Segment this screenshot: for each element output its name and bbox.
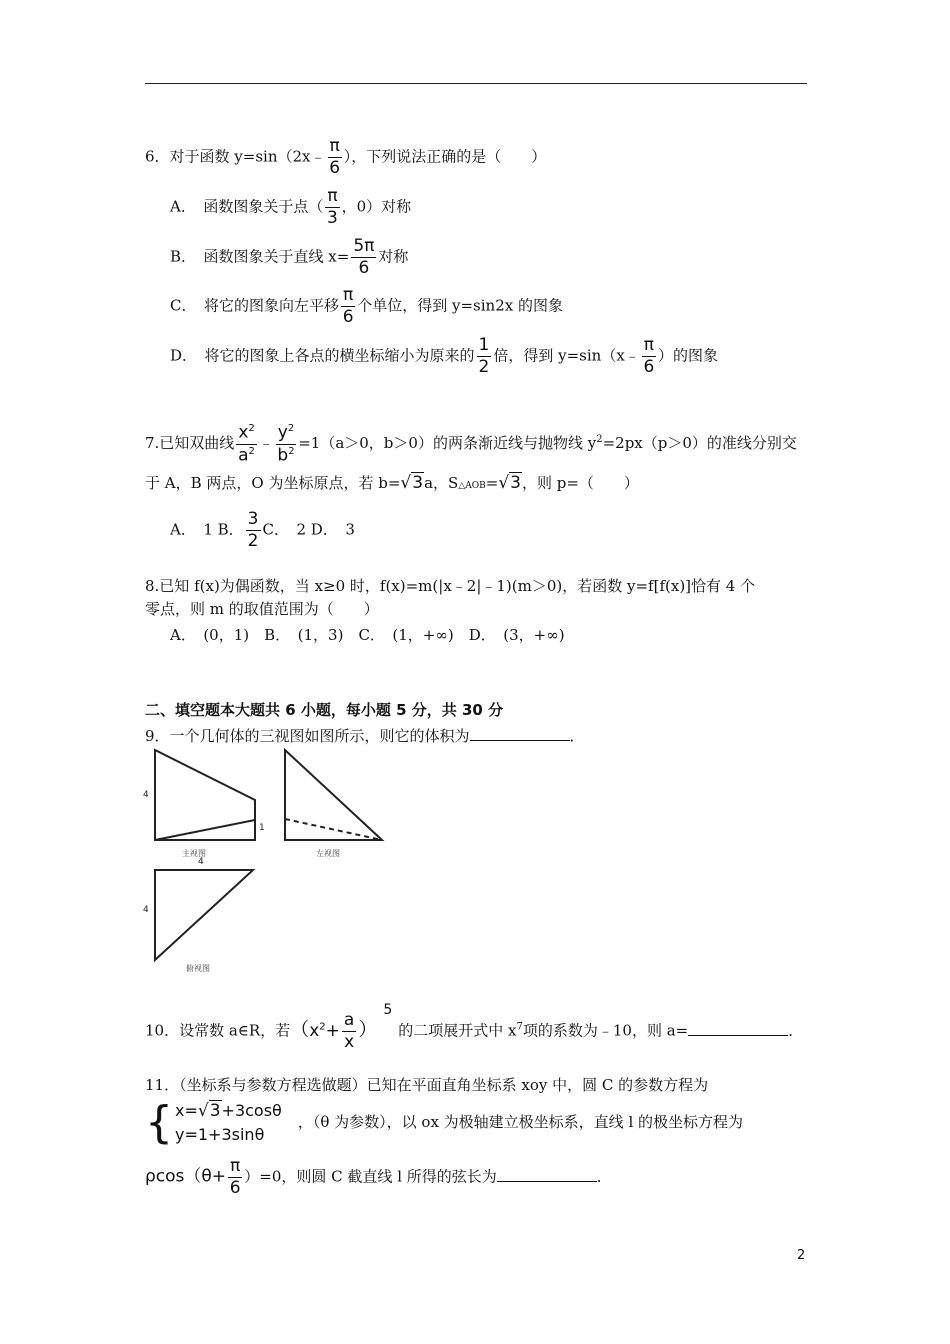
q11-line3: ρcos（θ+ $\frac{\pi}{6}$ ）=0，则圆 C 截直线 l 所得的弦长为 ． bbox=[145, 1156, 612, 1198]
main-view-label: 主视图 bbox=[182, 849, 206, 858]
q7-options: A． 1 B． $\frac{3}{2}$ C． 2 D． 3 bbox=[170, 509, 355, 551]
page-number: 2 bbox=[797, 1248, 806, 1263]
q6-option-d: D． 将它的图象上各点的横坐标缩小为原来的 $\frac{1}{2}$ 倍，得到 y=sin（x﹣ $\frac{\pi}{6}$ ）的图象 bbox=[170, 335, 719, 377]
header-rule bbox=[145, 83, 807, 84]
section-title: 二、填空题本大题共 6 小题，每小题 5 分，共 30 分 bbox=[145, 701, 504, 719]
answer-blank bbox=[688, 1021, 788, 1036]
main-view-height: 4 bbox=[143, 790, 149, 800]
q11-line1: 11．（坐标系与参数方程选做题）已知在平面直角坐标系 xoy 中，圆 C 的参数方程为 bbox=[145, 1076, 709, 1094]
q10-stem: 10．设常数 a∈R，若（$x^2+$ $\frac{a}{x}$ ）5的二项展开式中 $x^7$项的系数为﹣10，则 a= ． bbox=[145, 1001, 804, 1052]
top-view-height: 4 bbox=[143, 905, 149, 915]
q6-option-c: C． 将它的图象向左平移 $\frac{\pi}{6}$ 个单位，得到 y=sin2x 的图象 bbox=[170, 285, 563, 327]
q8-line2: 零点，则 m 的取值范围为（ ） bbox=[145, 600, 379, 618]
main-view-figure bbox=[150, 745, 270, 855]
q8-options: A． (0，1) B． (1，3) C． (1，+∞) D． (3，+∞) bbox=[170, 626, 565, 644]
q11-line2: { x=√3+3cosθ y=1+3sinθ ，（θ 为参数），以 ox 为极轴建立极坐标系，直线 l 的极坐标方程为 bbox=[145, 1097, 744, 1148]
q7-line2: 于 A，B 两点，O 为坐标原点，若 b=√3a，S△AOB=√3，则 p=（ ） bbox=[145, 473, 639, 493]
left-view-figure bbox=[280, 745, 390, 850]
main-view-small-height: 1 bbox=[259, 823, 265, 833]
fraction-pi-6: $\frac{\pi}{6}$ bbox=[329, 136, 341, 178]
q8-line1: 8.已知 f(x)为偶函数，当 x≥0 时，f(x)=m(|x﹣2|﹣1)(m＞0)，若函数 y=f[f(x)]恰有 4 个 bbox=[145, 577, 756, 595]
top-view-label: 俯视图 bbox=[186, 964, 210, 973]
answer-blank bbox=[470, 726, 570, 741]
parametric-system: { x=√3+3cosθ y=1+3sinθ bbox=[145, 1097, 282, 1148]
main-view-width: 4 bbox=[198, 857, 204, 867]
q7-line1: 7.已知双曲线 $\frac{x^2}{a^2}$ ﹣ $\frac{y^2}{b^2}$ =1（a＞0，b＞0）的两条渐近线与抛物线 $y^2=2px(p>0)$的准线分别交 bbox=[145, 422, 797, 466]
q9-stem: 9．一个几何体的三视图如图所示，则它的体积为 ． bbox=[145, 727, 585, 745]
q6-option-b: B． 函数图象关于直线 x= $\frac{5\pi}{6}$ 对称 bbox=[170, 236, 409, 278]
answer-blank bbox=[497, 1167, 597, 1182]
q6-stem: 6．对于函数 y=sin（2x﹣ $\frac{\pi}{6}$ ），下列说法正确的是（ ） bbox=[145, 136, 547, 178]
left-view-label: 左视图 bbox=[316, 849, 340, 858]
q6-option-a: A． 函数图象关于点（ $\frac{\pi}{3}$ ，0）对称 bbox=[170, 186, 412, 228]
top-view-figure bbox=[150, 865, 260, 965]
